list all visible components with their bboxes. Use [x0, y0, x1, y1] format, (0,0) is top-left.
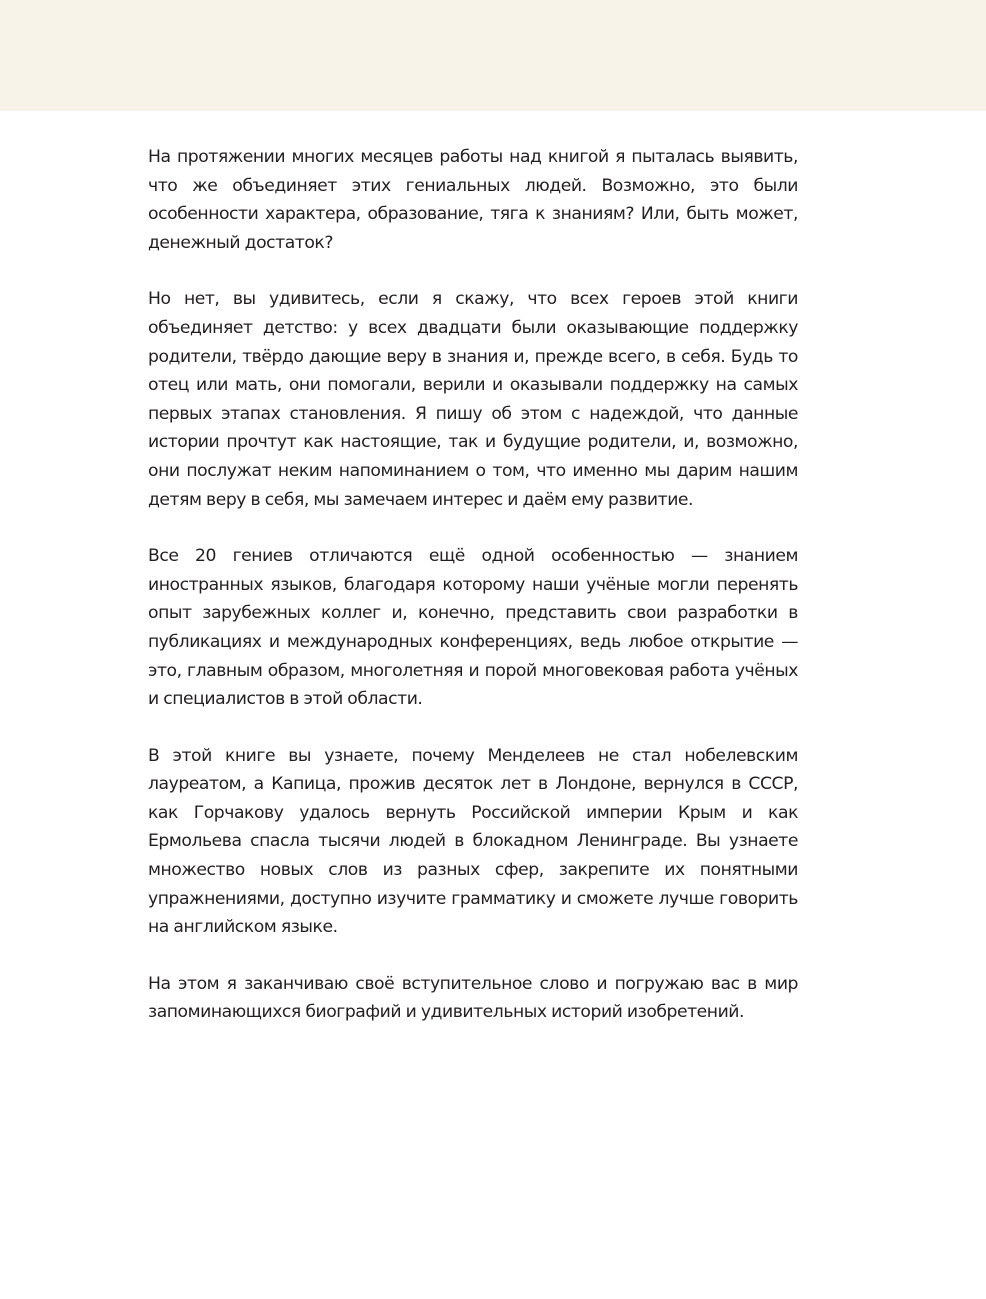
paragraph-2: Но нет, вы удивитесь, если я скажу, что всех героев этой книги объединяет детство: у всех двадцати были оказывающие поддержку родители, твёрдо дающие веру в знания и, прежде всего, в себя. Будь то отец или мать, они помогали, верили и оказывали поддержку на самых первых этапах становления. Я пишу об этом с надеждой, что данные истории прочтут как настоящие, так и будущие родители, и, возможно, они послужат неким напоминанием о том, что именно мы дарим нашим детям веру в себя, мы замечаем интерес и даём ему развитие.: [148, 289, 798, 510]
paragraph-5: На этом я заканчиваю своё вступительное слово и погружаю вас в мир запоминающихся биографий и удивительных историй изобретений.: [148, 973, 798, 1023]
paragraph-4: В этой книге вы узнаете, почему Менделеев не стал нобелевским лауреатом, а Капица, прожив десяток лет в Лондоне, вернулся в СССР, как Горчакову удалось вернуть Российской империи Крым и как Ермольева спасла тысячи людей в блокадном Ленинграде. Вы узнаете множество новых слов из разных сфер, закрепите их понятными упражнениями, доступно изучите грамматику и сможете лучше говорить на английском языке.: [148, 745, 798, 938]
header-band: [0, 0, 986, 111]
paragraph-3: Все 20 гениев отличаются ещё одной особенностью — знанием иностранных языков, благодаря которому наши учёные могли перенять опыт зарубежных коллег и, конечно, представить свои разработки в публикациях и международных конференциях, ведь любое открытие — это, главным образом, многолетняя и порой многовековая работа учёных и специалистов в этой области.: [148, 546, 798, 710]
document-body: [148, 143, 798, 1055]
paragraph-1: На протяжении многих месяцев работы над книгой я пыталась выявить, что же объединяет этих гениальных людей. Возможно, это были особенности характера, образование, тяга к знаниям? Или, быть может, денежный достаток?: [148, 147, 798, 253]
